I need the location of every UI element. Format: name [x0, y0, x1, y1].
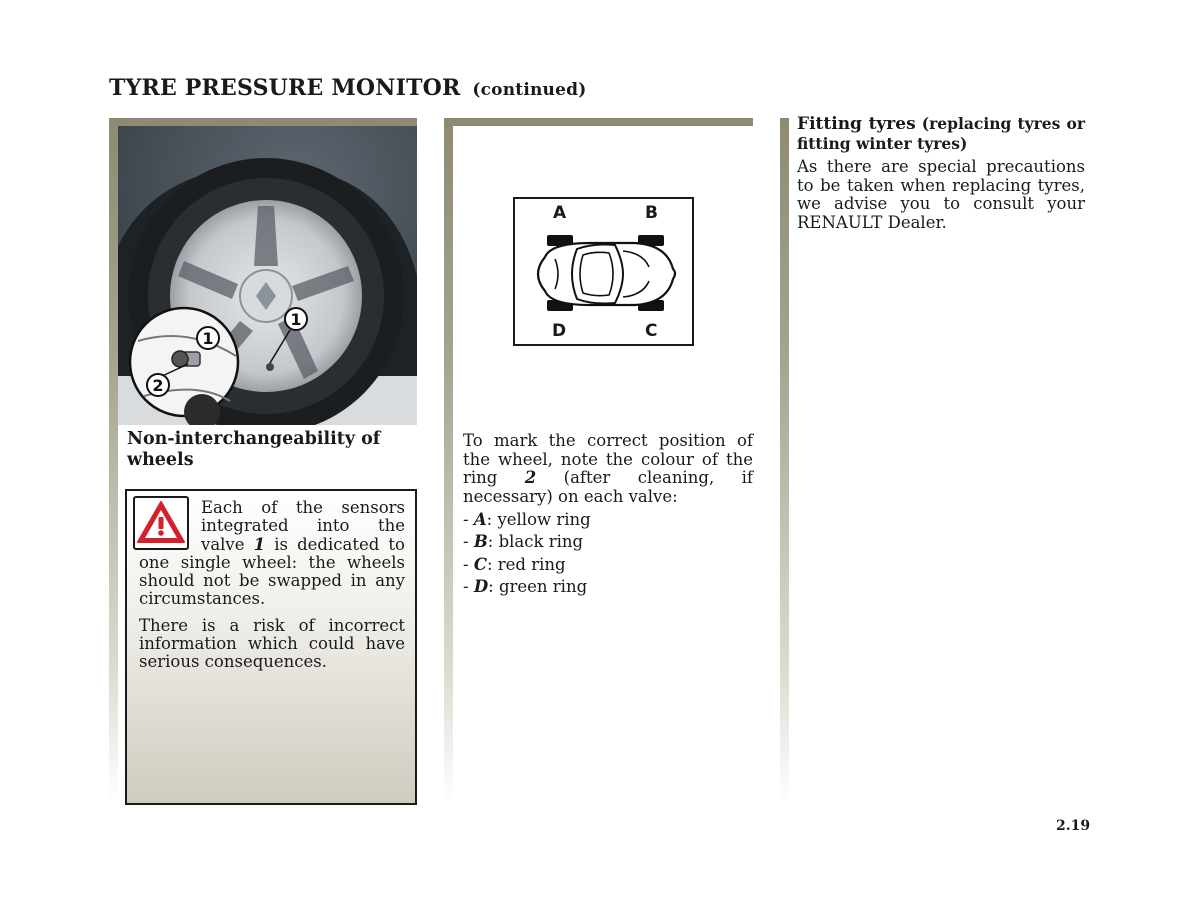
warning-text: [139, 499, 405, 680]
fitting-tyres-paragraph: As there are special precautions to be taken when replacing tyres, we advise you to consult your RENAULT Dealer.: [797, 157, 1085, 232]
ref-2: 2: [524, 468, 537, 488]
page-title: [109, 75, 586, 101]
title-main: TYRE PRESSURE MONITOR: [109, 75, 461, 101]
wheel-photo: [118, 126, 417, 425]
list-item: - A: yellow ring: [463, 509, 591, 529]
diagram-label-d: D: [552, 321, 567, 341]
list-item: - C: red ring: [463, 554, 566, 574]
wheel-position-diagram: [513, 197, 694, 346]
left-top-bar: [109, 118, 417, 126]
inset-callout-1: 1: [202, 329, 214, 348]
middle-top-bar: [444, 118, 753, 126]
photo-callout-1: 1: [290, 310, 302, 329]
list-item: - D: green ring: [463, 577, 588, 597]
diagram-label-a: A: [553, 203, 567, 223]
warning-paragraph-2: There is a risk of incorrect information which could have serious consequences.: [139, 615, 405, 672]
warning-paragraph-1: Each of the sensors integrated into the valve 1 is dedicated to one single wheel: the wheels should not be swapped in any circumstances.: [139, 498, 405, 609]
non-interchangeability-heading: Non-interchangeability of wheels: [127, 429, 381, 470]
diagram-label-b: B: [645, 203, 658, 223]
right-column-bar: [780, 118, 789, 803]
fitting-tyres-section: [797, 114, 1085, 232]
page-number: 2.19: [1056, 818, 1091, 834]
diagram-label-c: C: [645, 321, 658, 341]
left-column-bar: [109, 118, 118, 803]
ring-colour-list: [463, 509, 753, 599]
ring-colour-section: [463, 432, 753, 599]
fitting-tyres-heading: Fitting tyres (replacing tyres or fitting winter tyres): [797, 114, 1085, 153]
title-suffix: (continued): [472, 80, 587, 100]
inset-callout-2: 2: [152, 376, 164, 395]
ref-1: 1: [253, 534, 266, 554]
warning-box: [125, 489, 417, 805]
list-item: - B: black ring: [463, 532, 584, 552]
ring-intro: To mark the correct position of the wheel, note the colour of the ring 2 (after cleaning, if necessary) on each valve:: [463, 431, 753, 507]
middle-column-bar: [444, 118, 453, 803]
car-top-view-icon: [515, 199, 692, 344]
